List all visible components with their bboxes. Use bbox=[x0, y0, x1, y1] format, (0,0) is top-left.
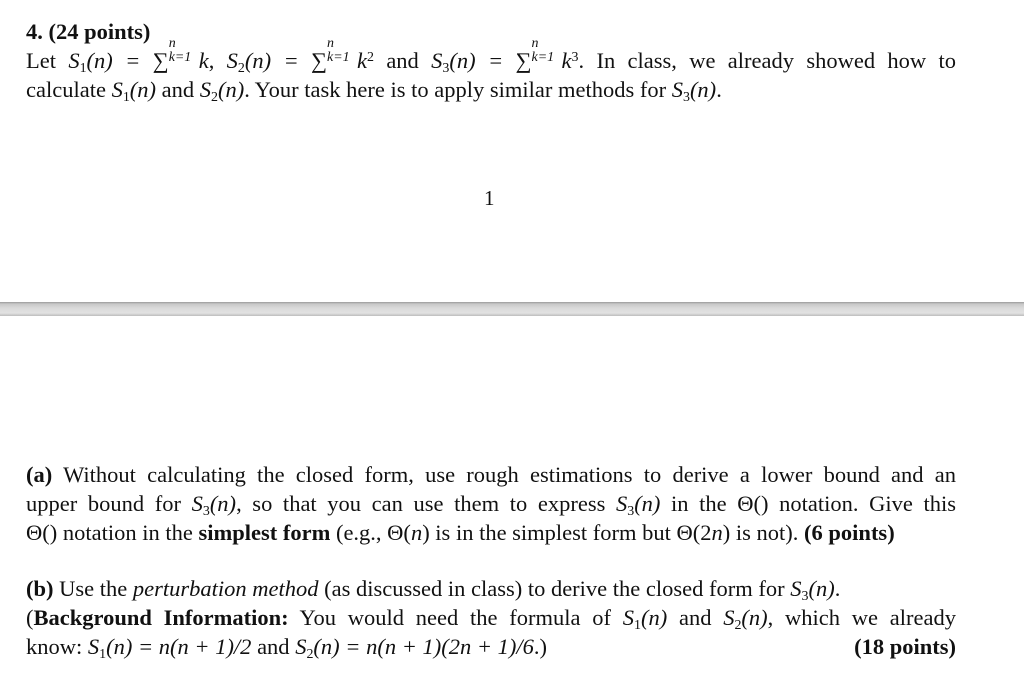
intro-line-1: Let $S_1(n)$ = ∑ n k=1 k, $S_2(n)$ = ∑ n k=1 $k^2$ and $S_3(n)$ = ∑ n k=1 $k^3$. In class, we already showed how to bbox=[26, 36, 956, 76]
part-b-label: (b) bbox=[26, 576, 54, 601]
part-a-line-1: (a) Without calculating the closed form, use rough estimations to derive a lower bound and an bbox=[26, 462, 956, 487]
intro-line-2: calculate $S_1(n)$ and $S_2(n)$. Your task here is to apply similar methods for $S_3(n)$. bbox=[26, 77, 722, 105]
part-b-points: (18 points) bbox=[854, 634, 956, 659]
part-a-label: (a) bbox=[26, 462, 53, 487]
page-separator bbox=[0, 302, 1024, 316]
part-b bbox=[26, 574, 956, 661]
part-a bbox=[26, 460, 956, 547]
problem-intro bbox=[26, 36, 956, 105]
part-b-line-3: know: $S_1(n) = n(n + 1)/2$ and $S_2(n) = n(n + 1)(2n + 1)/6$.) (18 points) bbox=[26, 634, 956, 662]
part-b-line-2: (Background Information: You would need the formula of $S_1(n)$ and $S_2(n)$, which we already bbox=[26, 605, 956, 633]
part-a-points: (6 points) bbox=[804, 520, 895, 545]
part-a-line-3: Θ() notation in the simplest form (e.g., Θ(n) is in the simplest form but Θ(2n) is not). (6 points) bbox=[26, 520, 895, 545]
part-a-line-2: upper bound for $S_3(n)$, so that you can use them to express $S_3(n)$ in the Θ() notation. Give this bbox=[26, 491, 957, 519]
problem-header: 4. (24 points) bbox=[26, 19, 151, 44]
part-b-line-1: (b) Use the perturbation method (as discussed in class) to derive the closed form for $S_3(n)$. bbox=[26, 576, 841, 604]
page-number: 1 bbox=[484, 186, 495, 210]
